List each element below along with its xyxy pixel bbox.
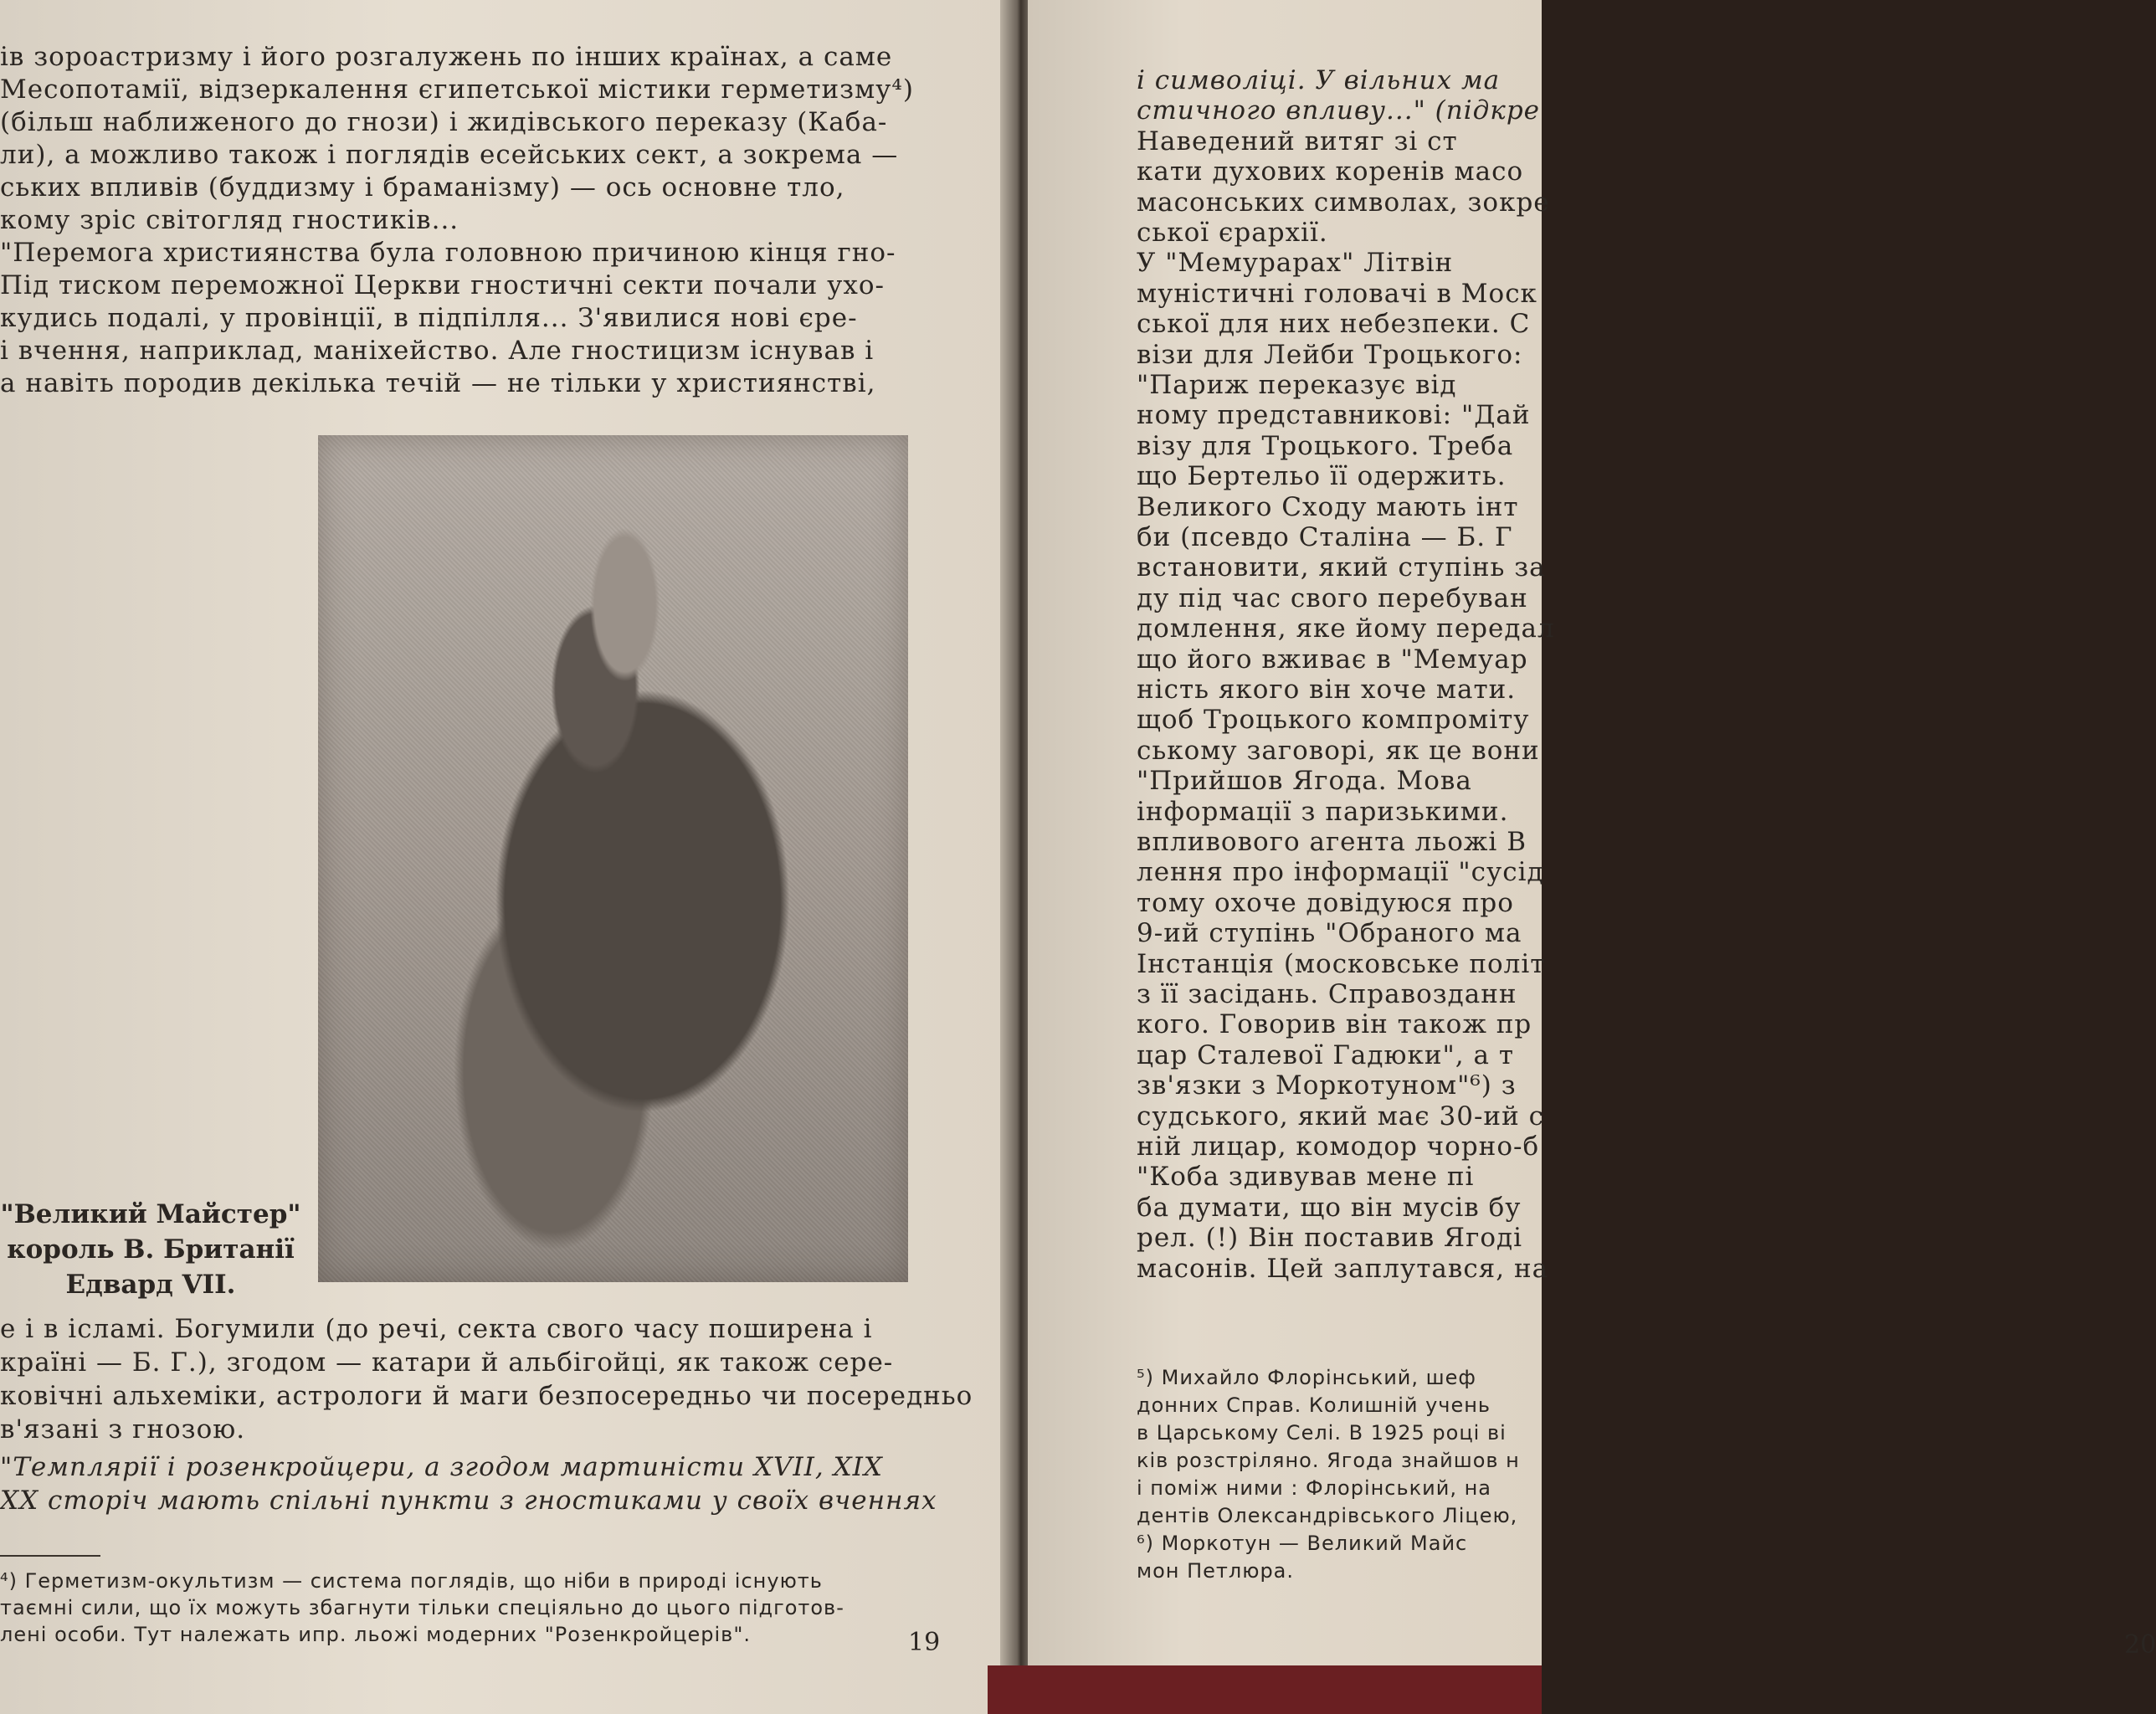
footnote-line: дентів Олександрівського Ліцею, (1137, 1504, 1518, 1527)
text-line: і символіці. У вільних ма (1137, 65, 1501, 95)
text-line: "Париж переказує від (1137, 370, 1457, 400)
text-line: масонських символах, зокре (1137, 187, 1550, 218)
caption-line: король В. Британії (7, 1234, 295, 1265)
text-line: домлення, яке йому передал (1137, 613, 1555, 644)
text-line: Під тиском переможної Церкви гностичні секти почали ухо- (0, 270, 886, 300)
text-line: тому охоче довідуюся про (1137, 887, 1514, 918)
text-line: ських впливів (буддизму і браманізму) — ось основне тло, (0, 172, 845, 203)
text-line: ність якого він хоче мати. (1137, 675, 1517, 705)
caption-line: "Великий Майстер" (0, 1199, 301, 1229)
text-line: "Коба здивував мене пі (1137, 1162, 1475, 1193)
caption-line: Едвард VII. (65, 1270, 236, 1300)
text-line: і вчення, наприклад, маніхейство. Але гностицизм існував і (0, 336, 875, 366)
text-line: ської для них небезпеки. С (1137, 309, 1531, 340)
text-line: (більш наближеного до гнози) і жидівського переказу (Каба- (0, 107, 888, 137)
footnote-line: донних Справ. Колишній учень (1137, 1393, 1491, 1417)
text-line: що його вживає в "Мемуар (1137, 644, 1528, 675)
text-line: "Прийшов Ягода. Мова (1137, 766, 1472, 797)
footnote-line: в Царському Селі. В 1925 році ві (1137, 1421, 1507, 1445)
text-line: "Перемога християнства була головною причиною кінця гно- (0, 238, 896, 268)
text-line: зв'язки з Моркотуном"⁶) з (1137, 1070, 1517, 1101)
footnote-line: лені особи. Тут належать ипр. льожі модерних "Розенкройцерів". (0, 1623, 751, 1646)
text-line: 9-ий ступінь "Обраного ма (1137, 918, 1522, 949)
footnote-divider (0, 1555, 100, 1557)
text-line: візу для Троцького. Треба (1137, 430, 1514, 461)
text-line: Інстанція (московське політ (1137, 948, 1546, 979)
footnote-line: мон Петлюра. (1137, 1559, 1295, 1583)
text-line: судського, який має 30-ий с (1137, 1101, 1544, 1132)
tablecloth-edge (988, 1665, 1542, 1714)
text-line: рел. (!) Він поставив Ягоді (1137, 1223, 1522, 1254)
text-line: що Бертельо її одержить. (1137, 461, 1507, 492)
text-line: щоб Троцького компроміту (1137, 705, 1530, 736)
text-line: Великого Сходу мають інт (1137, 491, 1519, 522)
text-line: ду під час свого перебуван (1137, 582, 1528, 613)
text-line: Месопотамії, відзеркалення єгипетської містики герметизму⁴) (0, 74, 914, 105)
text-line: ній лицар, комодор чорно-б (1137, 1132, 1540, 1162)
left-page (0, 0, 1013, 1714)
photo-caption (0, 1197, 301, 1302)
footnote-line: і поміж ними : Флорінський, на (1137, 1476, 1491, 1500)
text-line: е і в ісламі. Богумили (до речі, секта свого часу поширена і (0, 1314, 873, 1344)
text-line: У "Мемурарах" Літвін (1137, 248, 1454, 279)
text-line: стичного впливу..." (підкре (1137, 95, 1541, 126)
text-line: впливового агента льожі В (1137, 827, 1527, 857)
text-line: ковічні альхеміки, астрологи й маги безпосередньо чи посередньо (0, 1381, 973, 1411)
text-line: а навіть породив декілька течій — не тільки у християнстві, (0, 368, 876, 398)
text-line: ському заговорі, як це вони (1137, 735, 1540, 766)
footnote-line: таємні сили, що їх можуть збагнути тільки спеціяльно до цього підготов- (0, 1596, 844, 1619)
text-line: "Темплярії і розенкройцери, а згодом мартиністи XVII, XIX (0, 1452, 883, 1482)
text-line: Наведений витяг зі ст (1137, 126, 1458, 157)
text-line: цар Сталевої Гадюки", а т (1137, 1039, 1514, 1070)
text-line: ба думати, що він мусів бу (1137, 1192, 1522, 1223)
text-line: з її засідань. Справозданн (1137, 979, 1517, 1009)
text-line: в'язані з гнозою. (0, 1414, 246, 1445)
portrait-photo (318, 435, 908, 1282)
page-number: 20 (2124, 1630, 2156, 1660)
footnote-line: ⁵) Михайло Флорінський, шеф (1137, 1366, 1476, 1389)
text-line: муністичні головачі в Моск (1137, 278, 1537, 309)
footnote-line: ⁴) Герметизм-окультизм — система поглядів, що ніби в природі існують (0, 1569, 823, 1593)
text-line: кати духових коренів масо (1137, 157, 1524, 187)
text-line: ської єрархії. (1137, 218, 1328, 248)
page-number: 19 (908, 1628, 941, 1657)
text-line: візи для Лейби Троцького: (1137, 339, 1523, 370)
text-line: кому зріс світогляд гностиків... (0, 205, 459, 235)
text-line: ли), а можливо також і поглядів есейських сект, а зокрема — (0, 140, 899, 170)
text-line: ному представникові: "Дай (1137, 400, 1531, 431)
text-line: кудись подалі, у провінції, в підпілля... З'явилися нові єре- (0, 303, 858, 333)
text-line: би (псевдо Сталіна — Б. Г (1137, 522, 1513, 552)
text-line: XX сторіч мають спільні пункти з гностиками у своїх вченнях (0, 1486, 937, 1516)
text-line: лення про інформації "сусід (1137, 857, 1544, 888)
right-page (1028, 0, 2156, 1714)
text-line: масонів. Цей заплутався, на (1137, 1253, 1549, 1284)
text-line: кого. Говорив він також пр (1137, 1009, 1532, 1040)
footnote-line: ків розстріляно. Ягода знайшов н (1137, 1449, 1520, 1472)
text-line: ів зороастризму і його розгалужень по інших країнах, а саме (0, 42, 893, 72)
text-line: інформації з паризькими. (1137, 796, 1509, 827)
footnote-line: ⁶) Моркотун — Великий Майс (1137, 1532, 1468, 1555)
text-line: встановити, який ступінь за (1137, 552, 1546, 583)
text-line: країні — Б. Г.), згодом — катари й альбігойці, як також сере- (0, 1347, 894, 1378)
